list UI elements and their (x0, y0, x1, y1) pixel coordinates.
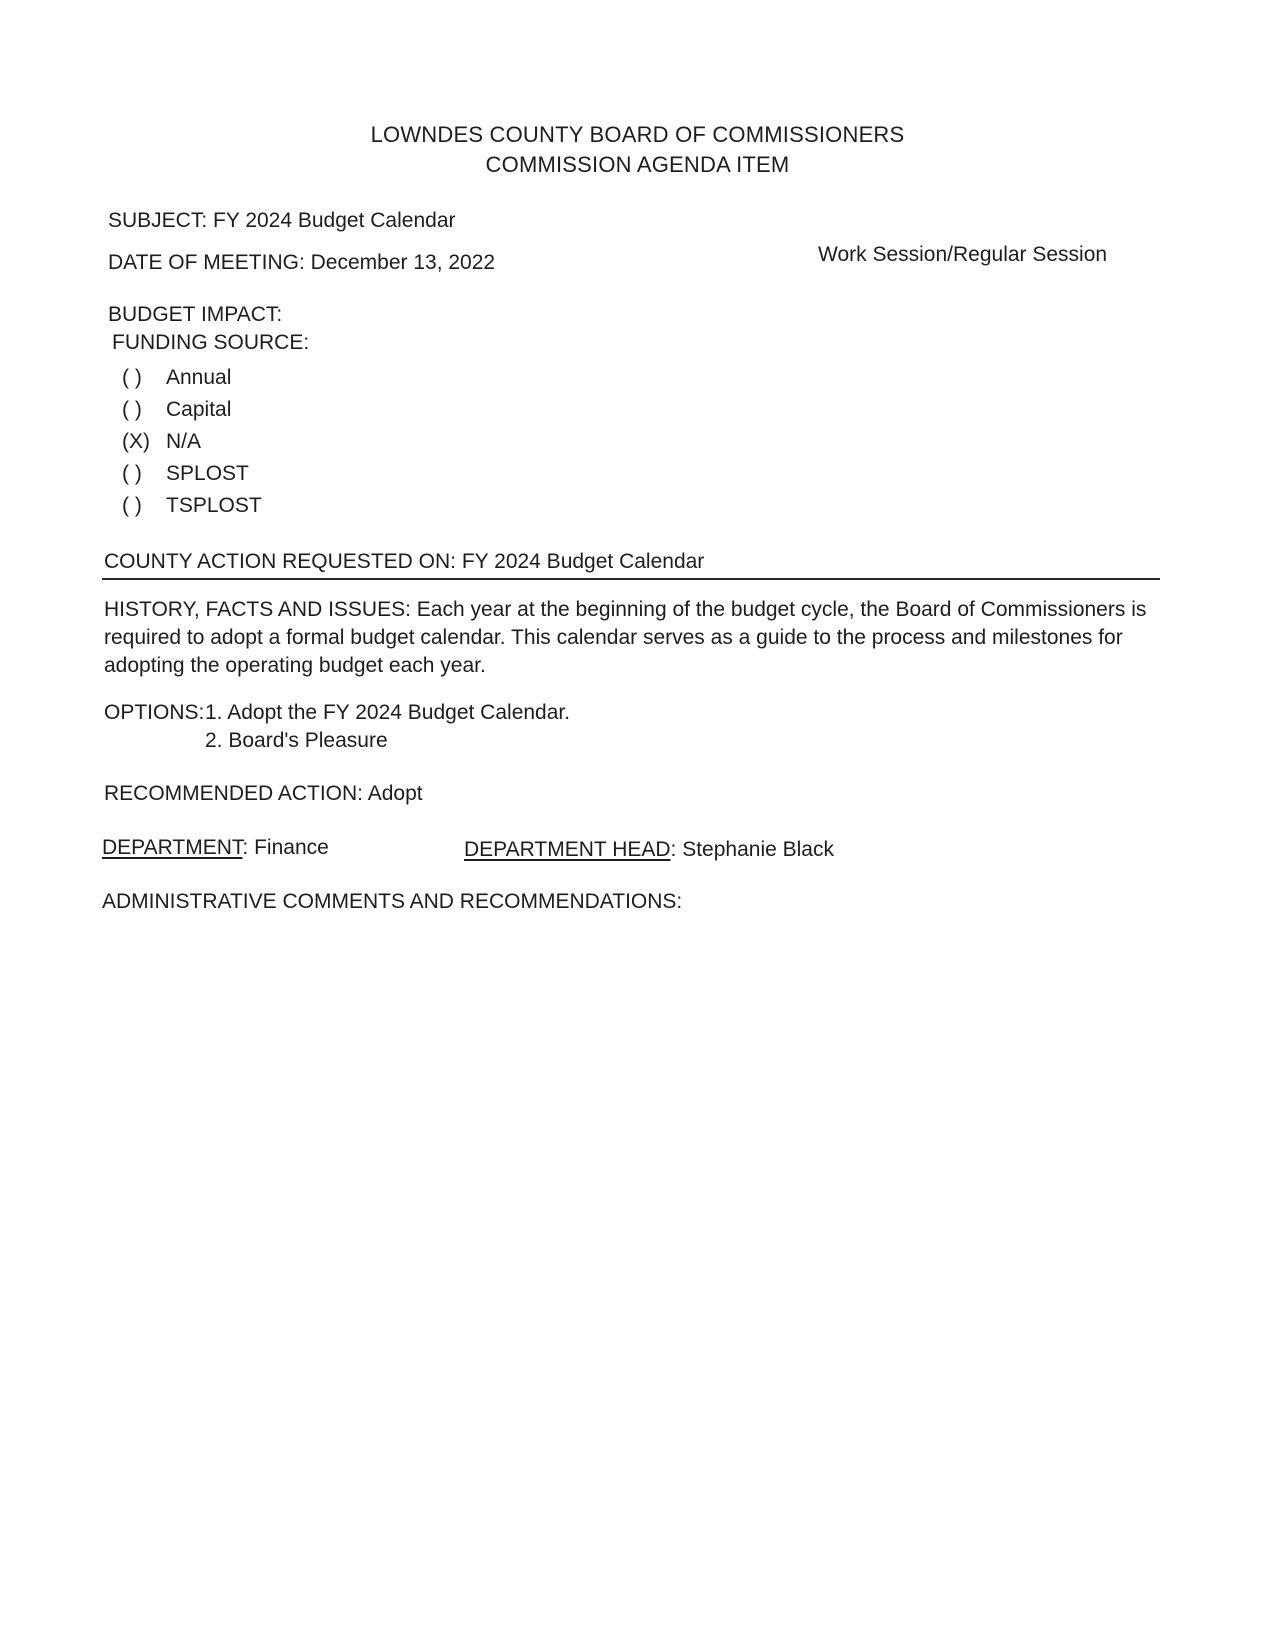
funding-option-label: Capital (166, 398, 232, 421)
budget-impact-label: BUDGET IMPACT: (108, 303, 283, 326)
options-label: OPTIONS: (104, 701, 205, 724)
option-number: 1. (205, 701, 223, 724)
subject-label: SUBJECT: (108, 209, 208, 232)
option-item-1 (205, 701, 570, 725)
meeting-date-row (108, 251, 495, 275)
document-subtitle: COMMISSION AGENDA ITEM (485, 152, 790, 177)
funding-source-label: FUNDING SOURCE: (112, 331, 310, 354)
funding-option-capital (122, 398, 231, 426)
funding-option-label: Annual (166, 366, 232, 389)
meeting-date-value: December 13, 2022 (310, 251, 496, 274)
department-head-label: DEPARTMENT HEAD (464, 838, 671, 861)
checkbox-mark: ( ) (122, 398, 142, 421)
recommended-action-label: RECOMMENDED ACTION: (104, 782, 364, 805)
checkbox-mark: ( ) (122, 494, 142, 517)
document-title: LOWNDES COUNTY BOARD OF COMMISSIONERS (370, 122, 905, 147)
funding-option-tsplost (122, 494, 262, 522)
option-item-2 (205, 729, 388, 753)
county-action-row (104, 550, 704, 574)
meeting-date-label: DATE OF MEETING: (108, 251, 305, 274)
checkbox-mark: ( ) (122, 462, 142, 485)
recommended-action-row (104, 782, 423, 806)
option-text: Board's Pleasure (228, 729, 388, 752)
checkbox-mark: (X) (122, 430, 150, 453)
funding-option-label: TSPLOST (166, 494, 262, 517)
option-text: Adopt the FY 2024 Budget Calendar. (227, 701, 571, 724)
subject-value: FY 2024 Budget Calendar (213, 209, 456, 232)
department-value: : Finance (242, 836, 329, 859)
department-row (102, 836, 329, 860)
funding-option-annual (122, 366, 231, 394)
funding-option-splost (122, 462, 249, 490)
checkbox-mark: ( ) (122, 366, 142, 389)
option-number: 2. (205, 729, 223, 752)
county-action-label: COUNTY ACTION REQUESTED ON: (104, 550, 456, 573)
recommended-action-value: Adopt (367, 782, 423, 805)
section-divider (102, 578, 1160, 580)
session-type: Work Session/Regular Session (818, 243, 1108, 266)
history-label: HISTORY, FACTS AND ISSUES: (104, 598, 411, 621)
department-head-row (464, 838, 834, 862)
funding-option-label: N/A (166, 430, 202, 453)
funding-option-na (122, 430, 201, 458)
history-text: Each year at the beginning of the budget cycle, the Board of Commissioners is required to adopt a formal budget calendar. This calendar serves as a guide to the process and milestones for adopting the operating budget each year. (104, 598, 1147, 677)
subject-row (108, 209, 456, 233)
department-head-value: : Stephanie Black (670, 838, 834, 861)
funding-option-label: SPLOST (166, 462, 249, 485)
history-paragraph (104, 596, 1184, 680)
admin-comments-label: ADMINISTRATIVE COMMENTS AND RECOMMENDATIONS: (102, 890, 683, 913)
county-action-value: FY 2024 Budget Calendar (461, 550, 705, 573)
department-label: DEPARTMENT (102, 836, 243, 859)
